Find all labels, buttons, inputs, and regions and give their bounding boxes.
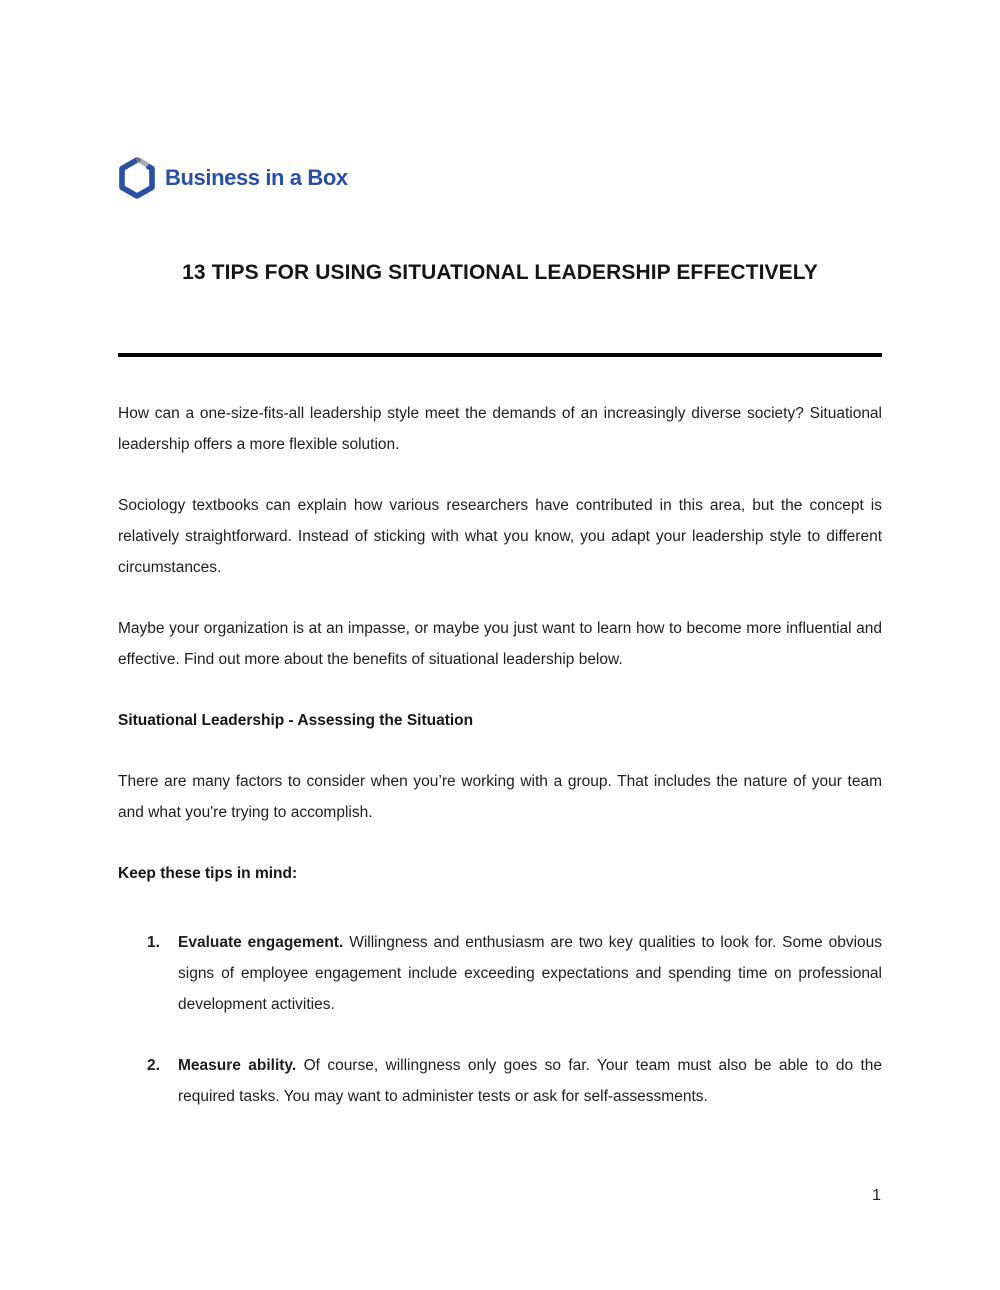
paragraph-benefits: Maybe your organization is at an impasse, or maybe you just want to learn how to become more influential and effective. Find out more about the benefits of situational leadership below. <box>118 620 882 668</box>
tip-number: 2. <box>147 1057 160 1074</box>
document-title: 13 TIPS FOR USING SITUATIONAL LEADERSHIP EFFECTIVELY <box>182 261 818 284</box>
tip-lead-bold: Evaluate engagement. <box>178 934 344 951</box>
tip-number: 1. <box>147 934 160 951</box>
paragraph-intro: How can a one-size-fits-all leadership style meet the demands of an increasingly diverse society? Situational leadership offers a more flexible solution. <box>118 405 882 453</box>
tip-lead-bold: Measure ability. <box>178 1057 297 1074</box>
paragraph-factors: There are many factors to consider when you’re working with a group. That includes the nature of your team and what you're trying to accomplish. <box>118 773 882 821</box>
tip-text <box>178 927 882 1020</box>
tip-item-2 <box>147 1050 882 1112</box>
title-divider-rule <box>118 353 882 357</box>
document-body <box>118 398 882 1112</box>
tip-text <box>178 1050 882 1112</box>
tip-description: Of course, willingness only goes so far. Your team must also be able to do the required tasks. You may want to administer tests or ask for self-assessments. <box>178 1057 882 1105</box>
tip-item-1 <box>147 927 882 1020</box>
logo <box>118 157 882 199</box>
section-heading-assessing: Situational Leadership - Assessing the Situation <box>118 712 474 729</box>
page-number: 1 <box>872 1187 881 1204</box>
hexagon-pencil-logo-icon <box>118 157 156 199</box>
logo-text: Business in a Box <box>165 165 348 190</box>
paragraph-concept: Sociology textbooks can explain how various researchers have contributed in this area, but the concept is relatively straightforward. Instead of sticking with what you know, you adapt your leadership style to different circumstances. <box>118 497 882 576</box>
tip-description: Willingness and enthusiasm are two key qualities to look for. Some obvious signs of employee engagement include exceeding expectations and spending time on professional development activities. <box>178 934 883 1013</box>
tips-heading: Keep these tips in mind: <box>118 865 298 882</box>
